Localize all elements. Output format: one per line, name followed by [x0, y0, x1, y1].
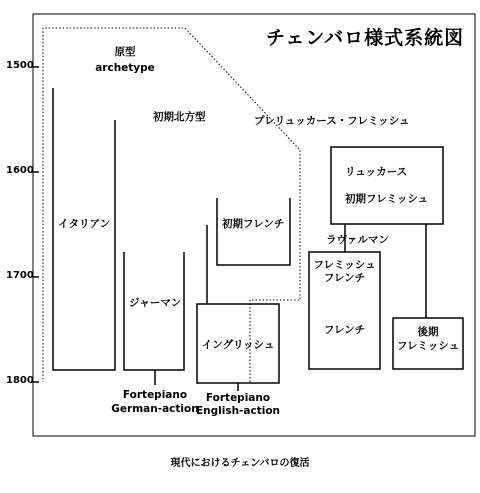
- archetype-label-en: archetype: [95, 62, 155, 74]
- tick-label-1800: 1800: [6, 375, 34, 386]
- diagram-caption: 現代におけるチェンバロの復活: [170, 458, 310, 469]
- archetype-label: 原型: [114, 46, 136, 58]
- diagram-title: チェンバロ様式系統図: [266, 27, 465, 49]
- early-french-label: 初期フレンチ: [222, 218, 285, 230]
- fortepiano-german-label-2: German-action: [111, 403, 199, 415]
- italian-label: イタリアン: [58, 218, 111, 230]
- fortepiano-german-label: Fortepiano: [122, 389, 188, 401]
- fortepiano-english-label-2: English-action: [195, 405, 281, 417]
- fortepiano-english-label: Fortepiano: [205, 392, 271, 404]
- german-label: ジャーマン: [129, 297, 182, 309]
- tick-label-1700: 1700: [6, 270, 34, 281]
- french-label: フレンチ: [323, 324, 366, 336]
- tick-label-1500: 1500: [6, 60, 34, 71]
- late-flemish-label-2: フレミッシュ: [396, 340, 460, 352]
- early-north-label: 初期北方型: [153, 111, 206, 123]
- late-flemish-label: 後期: [417, 326, 439, 338]
- flemish-french-label-2: フレンチ: [323, 272, 366, 284]
- early-flemish-label: 初期フレミッシュ: [345, 193, 429, 205]
- ruckers-box: [331, 147, 443, 224]
- german-bracket: [124, 252, 184, 370]
- ravalement-label: ラヴァルマン: [326, 234, 389, 246]
- pre-ruckers-label: プレリュッカース・フレミッシュ: [254, 115, 410, 127]
- tick-label-1600: 1600: [6, 165, 34, 176]
- flemish-french-label: フレミッシュ: [313, 259, 376, 271]
- english-label: イングリッシュ: [201, 339, 275, 351]
- archetype-dotted-region: [43, 28, 300, 382]
- ruckers-label: リュッカース: [345, 166, 408, 178]
- early-french-bracket: [217, 198, 290, 265]
